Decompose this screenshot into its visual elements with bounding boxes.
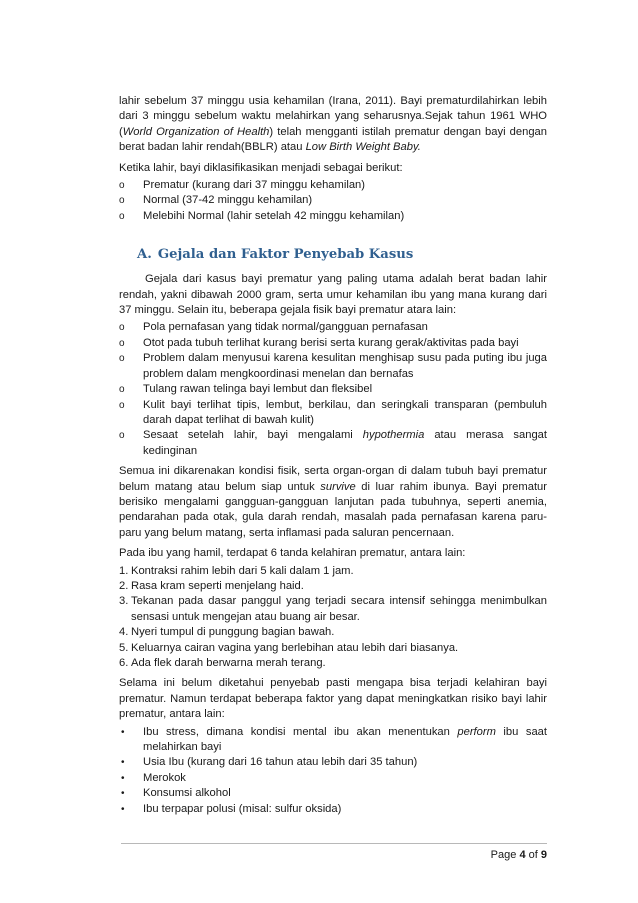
text-run: Konsumsi alkohol <box>143 787 231 800</box>
section-number: A. <box>137 247 152 263</box>
text-run: atau merasa sangat kedinginan <box>143 429 547 457</box>
list-item <box>119 641 547 656</box>
section-heading <box>137 246 547 264</box>
list-item <box>119 428 547 459</box>
text-run: Usia Ibu (kurang dari 16 tahun atau lebih dari 35 tahun) <box>143 756 418 769</box>
list-item <box>119 178 547 193</box>
list-number: 2. <box>119 579 129 592</box>
list-item <box>119 579 547 594</box>
circle-bullet-icon: o <box>119 180 125 192</box>
list-item <box>119 209 547 224</box>
list-number: 4. <box>119 626 129 639</box>
text-run: Semua ini dikarenakan kondisi fisik, serta organ-organ di dalam tubuh bayi prematur belum matang atau belum siap untuk <box>119 465 547 493</box>
list-text: Nyeri tumpul di punggung bagian bawah. <box>131 626 335 639</box>
list-text: Kontraksi rahim lebih dari 5 kali dalam 1 jam. <box>131 564 354 577</box>
text-run: Ibu terpapar polusi (misal: sulfur oksida) <box>143 802 342 815</box>
section-title: Gejala dan Faktor Penyebab Kasus <box>157 247 414 263</box>
italic-text: survive <box>320 480 356 493</box>
circle-bullet-icon: o <box>119 384 125 396</box>
list-item <box>119 755 547 770</box>
circle-bullet-icon: o <box>119 399 125 411</box>
list-item <box>119 594 547 625</box>
text-run: Sesaat setelah lahir, bayi mengalami <box>143 429 363 442</box>
text-run: Kulit bayi terlihat tipis, lembut, berkilau, dan seringkali transparan (pembuluh darah dapat terlihat di bawah kulit) <box>143 398 547 426</box>
list-item <box>119 656 547 671</box>
list-text: Melebihi Normal (lahir setelah 42 minggu kehamilan) <box>143 209 405 222</box>
circle-bullet-icon: o <box>119 337 125 349</box>
page-footer <box>121 843 547 861</box>
page-label: Page <box>490 849 517 861</box>
list-item <box>119 802 547 817</box>
list-item <box>119 398 547 429</box>
signs-list <box>119 564 547 672</box>
classification-intro: Ketika lahir, bayi diklasifikasikan menjadi sebagai berikut: <box>119 161 403 174</box>
list-text: Prematur (kurang dari 37 minggu kehamilan) <box>143 179 365 192</box>
symptoms-intro: Gejala dari kasus bayi prematur yang paling utama adalah berat badan lahir rendah, yakni dibawah 2000 gram, serta umur kehamilan ibu yang mana kurang dari 37 minggu. Selain itu, beberapa gejala fisik bayi prematur atara lain: <box>119 273 547 317</box>
list-item <box>119 320 547 335</box>
text-run: Otot pada tubuh terlihat kurang berisi serta kurang gerak/aktivitas pada bayi <box>143 336 519 349</box>
signs-intro: Pada ibu yang hamil, terdapat 6 tanda kelahiran prematur, antara lain: <box>119 547 466 560</box>
circle-bullet-icon: o <box>119 195 125 207</box>
explanation-paragraph <box>119 464 547 541</box>
classification-list <box>119 178 547 224</box>
italic-text: Low Birth Weight Baby. <box>305 141 421 154</box>
list-number: 3. <box>119 595 129 608</box>
text-run: Problem dalam menyusui karena kesulitan menghisap susu pada puting ibu juga problem dalam mengkoordinasi menelan dan bernafas <box>143 352 547 380</box>
page-total: 9 <box>540 849 547 861</box>
list-text: Rasa kram seperti menjelang haid. <box>131 579 304 592</box>
list-number: 6. <box>119 657 129 669</box>
text-run: ) telah mengganti istilah prematur dengan bayi dengan berat badan lahir rendah(BBLR) atau <box>119 125 548 154</box>
list-text: Ada flek darah berwarna merah terang. <box>131 657 326 669</box>
list-text: Tekanan pada dasar panggul yang terjadi secara intensif sehingga menimbulkan sensasi untuk mengejan atau buang air besar. <box>131 595 547 623</box>
text-run: ibu saat melahirkan bayi <box>143 725 547 754</box>
bullet-icon: • <box>121 803 125 815</box>
text-run: Tulang rawan telinga bayi lembut dan fleksibel <box>143 383 373 396</box>
list-text: Keluarnya cairan vagina yang berlebihan atau lebih dari biasanya. <box>131 641 459 654</box>
list-item <box>119 193 547 208</box>
bullet-icon: • <box>121 726 125 738</box>
list-item <box>119 382 547 397</box>
text-run: Pola pernafasan yang tidak normal/gangguan pernafasan <box>143 321 428 334</box>
page-number <box>491 848 547 863</box>
italic-text: World Organization of Health <box>122 125 270 138</box>
list-number: 5. <box>119 641 129 654</box>
circle-bullet-icon: o <box>119 210 125 222</box>
page-content <box>119 94 547 822</box>
text-run: lahir sebelum 37 minggu usia kehamilan (Irana, 2011). Bayi prematurdilahirkan lebih dari 3 minggu sebelum waktu melahirkan yang seharusnya.Sejak tahun 1961 WHO ( <box>119 95 547 138</box>
circle-bullet-icon: o <box>119 322 125 334</box>
list-item <box>119 351 547 382</box>
list-item <box>119 564 547 579</box>
bullet-icon: • <box>121 788 125 800</box>
list-item <box>119 786 547 801</box>
italic-text: hypothermia <box>362 429 425 442</box>
circle-bullet-icon: o <box>119 353 125 365</box>
page-current: 4 <box>519 849 526 861</box>
page-of-label: of <box>528 849 538 861</box>
factors-list <box>119 725 547 817</box>
bullet-icon: • <box>121 772 125 784</box>
text-run: di luar rahim ibunya. Bayi prematur berisiko mengalami gangguan-gangguan lanjutan pada tubuhnya, seperti anemia, pendarahan pada otak, gula darah rendah, masalah pada pernafasan karena paru-paru yang belum matang, serta inflamasi pada saluran pencernaan. <box>119 480 548 539</box>
list-number: 1. <box>119 564 129 577</box>
intro-paragraph <box>119 94 547 156</box>
text-run: Merokok <box>143 771 186 784</box>
list-item <box>119 336 547 351</box>
list-text: Normal (37-42 minggu kehamilan) <box>143 194 313 207</box>
text-run: Ibu stress, dimana kondisi mental ibu akan menentukan <box>143 725 458 738</box>
bullet-icon: • <box>121 757 125 769</box>
factors-intro: Selama ini belum diketahui penyebab pasti mengapa bisa terjadi kelahiran bayi prematur. Namun terdapat beberapa faktor yang dapat meningkatkan risiko bayi lahir prematur, antara lain: <box>119 677 547 721</box>
symptoms-list <box>119 320 547 459</box>
list-item <box>119 771 547 786</box>
italic-text: perform <box>457 725 496 738</box>
circle-bullet-icon: o <box>119 430 125 442</box>
list-item <box>119 625 547 640</box>
list-item <box>119 725 547 756</box>
